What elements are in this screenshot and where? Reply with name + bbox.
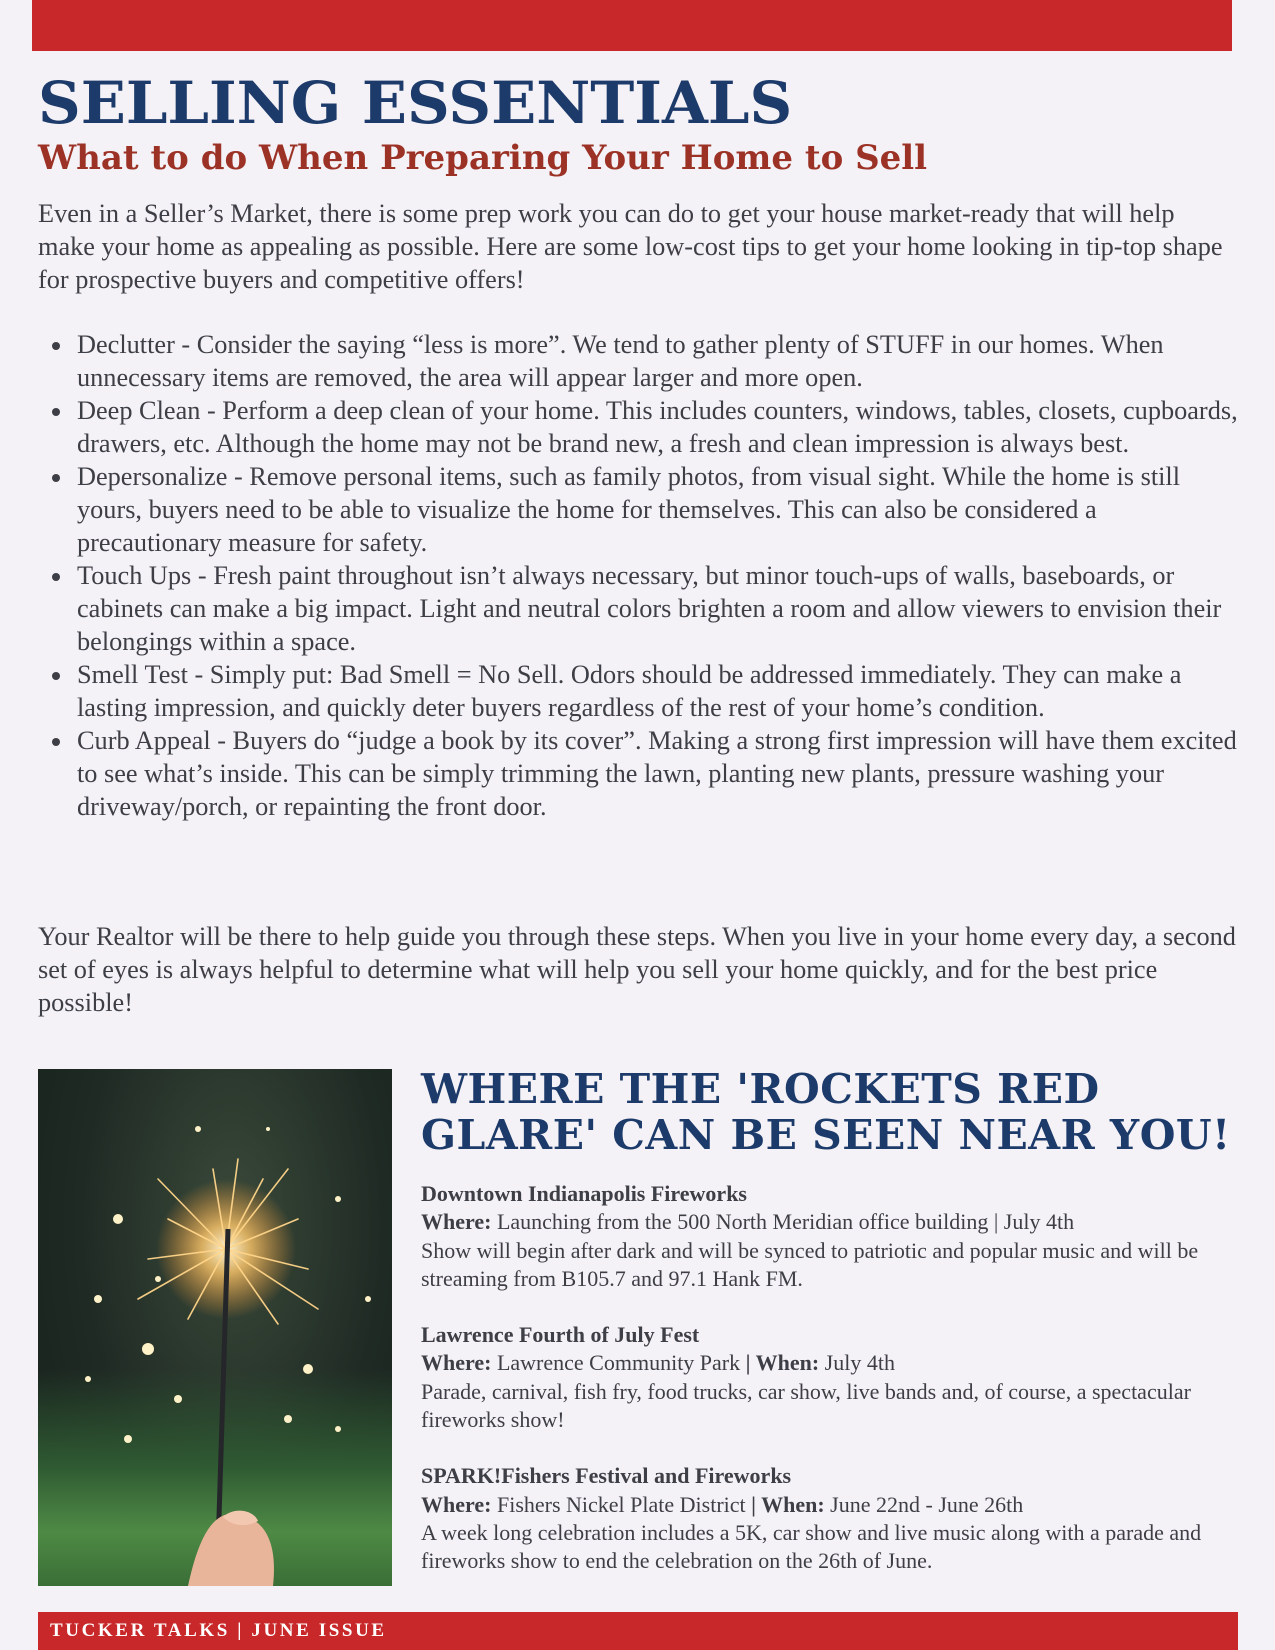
separator: | bbox=[745, 1491, 762, 1517]
event-where-line bbox=[421, 1208, 1231, 1236]
events-list bbox=[421, 1180, 1231, 1604]
outro-paragraph: Your Realtor will be there to help guide you through these steps. When you live in your home every day, a second set of eyes is always helpful to determine what will help you sell your home quickly, and for the best price possible! bbox=[38, 922, 1236, 1017]
intro-paragraph: Even in a Seller’s Market, there is some prep work you can do to get your house market-ready that will help make your home as appealing as possible. Here are some low-cost tips to get your home looking in tip-top shape for prospective buyers and competitive offers! bbox=[38, 199, 1223, 294]
event-where: Fishers Nickel Plate District bbox=[496, 1491, 746, 1517]
list-item: Depersonalize - Remove personal items, such as family photos, from visual sight. While the home is still yours, buyers need to be able to visualize the home for themselves. This can also be considered a precautionary measure for safety. bbox=[77, 460, 1238, 559]
separator: | bbox=[740, 1350, 756, 1376]
event-description: Show will begin after dark and will be synced to patriotic and popular music and will be streaming from B105.7 and 97.1 Hank FM. bbox=[421, 1237, 1199, 1291]
when-label: When: bbox=[755, 1350, 820, 1376]
when-label: When: bbox=[761, 1491, 825, 1517]
event-where-line bbox=[421, 1349, 1231, 1377]
sparkler-illustration bbox=[38, 1069, 392, 1586]
page-title: SELLING ESSENTIALS bbox=[38, 69, 793, 137]
where-label: Where: bbox=[421, 1209, 492, 1235]
sparkler-photo bbox=[38, 1069, 392, 1586]
event-name: Lawrence Fourth of July Fest bbox=[421, 1322, 700, 1348]
event-name: Downtown Indianapolis Fireworks bbox=[421, 1181, 747, 1206]
event-description: Parade, carnival, fish fry, food trucks, car show, live bands and, of course, a spectacular fireworks show! bbox=[421, 1378, 1191, 1433]
list-item: Curb Appeal - Buyers do “judge a book by its cover”. Making a strong first impression will have them excited to see what’s inside. This can be simply trimming the lawn, planting new plants, pressure washing your driveway/porch, or repainting the front door. bbox=[77, 726, 1237, 821]
event-when: July 4th bbox=[824, 1350, 895, 1376]
page-subtitle: What to do When Preparing Your Home to Sell bbox=[38, 138, 928, 178]
footer-banner: TUCKER TALKS | JUNE ISSUE bbox=[38, 1612, 1238, 1650]
top-banner bbox=[32, 0, 1232, 51]
where-label: Where: bbox=[421, 1350, 492, 1376]
list-item: Deep Clean - Perform a deep clean of your home. This includes counters, windows, tables, closets, cupboards, drawers, etc. Although the home may not be brand new, a fresh and clean impression is always best. bbox=[77, 396, 1238, 458]
list-item bbox=[421, 1321, 1231, 1434]
event-where: Launching from the 500 North Meridian office building | July 4th bbox=[496, 1209, 1075, 1235]
event-description: A week long celebration includes a 5K, car show and live music along with a parade and fireworks show to end the celebration on the 26th of June. bbox=[421, 1519, 1202, 1574]
list-item bbox=[421, 1180, 1231, 1293]
event-where: Lawrence Community Park bbox=[496, 1350, 741, 1376]
event-when: June 22nd - June 26th bbox=[830, 1491, 1024, 1517]
event-where-line bbox=[421, 1491, 1231, 1519]
event-name: SPARK!Fishers Festival and Fireworks bbox=[421, 1463, 792, 1489]
where-label: Where: bbox=[421, 1491, 492, 1517]
list-item bbox=[421, 1462, 1231, 1575]
list-item: Smell Test - Simply put: Bad Smell = No Sell. Odors should be addressed immediately. They can make a lasting impression, and quickly deter buyers regardless of the rest of your home’s condition. bbox=[77, 658, 1238, 724]
list-item: Declutter - Consider the saying “less is more”. We tend to gather plenty of STUFF in our homes. When unnecessary items are removed, the area will appear larger and more open. bbox=[77, 328, 1238, 394]
events-section-title: WHERE THE 'ROCKETS RED GLARE' CAN BE SEEN NEAR YOU! bbox=[421, 1065, 1231, 1159]
tips-list bbox=[38, 328, 1238, 823]
list-item: Touch Ups - Fresh paint throughout isn’t always necessary, but minor touch-ups of walls, baseboards, or cabinets can make a big impact. Light and neutral colors brighten a room and allow viewers to envision their belongings within a space. bbox=[77, 559, 1238, 658]
